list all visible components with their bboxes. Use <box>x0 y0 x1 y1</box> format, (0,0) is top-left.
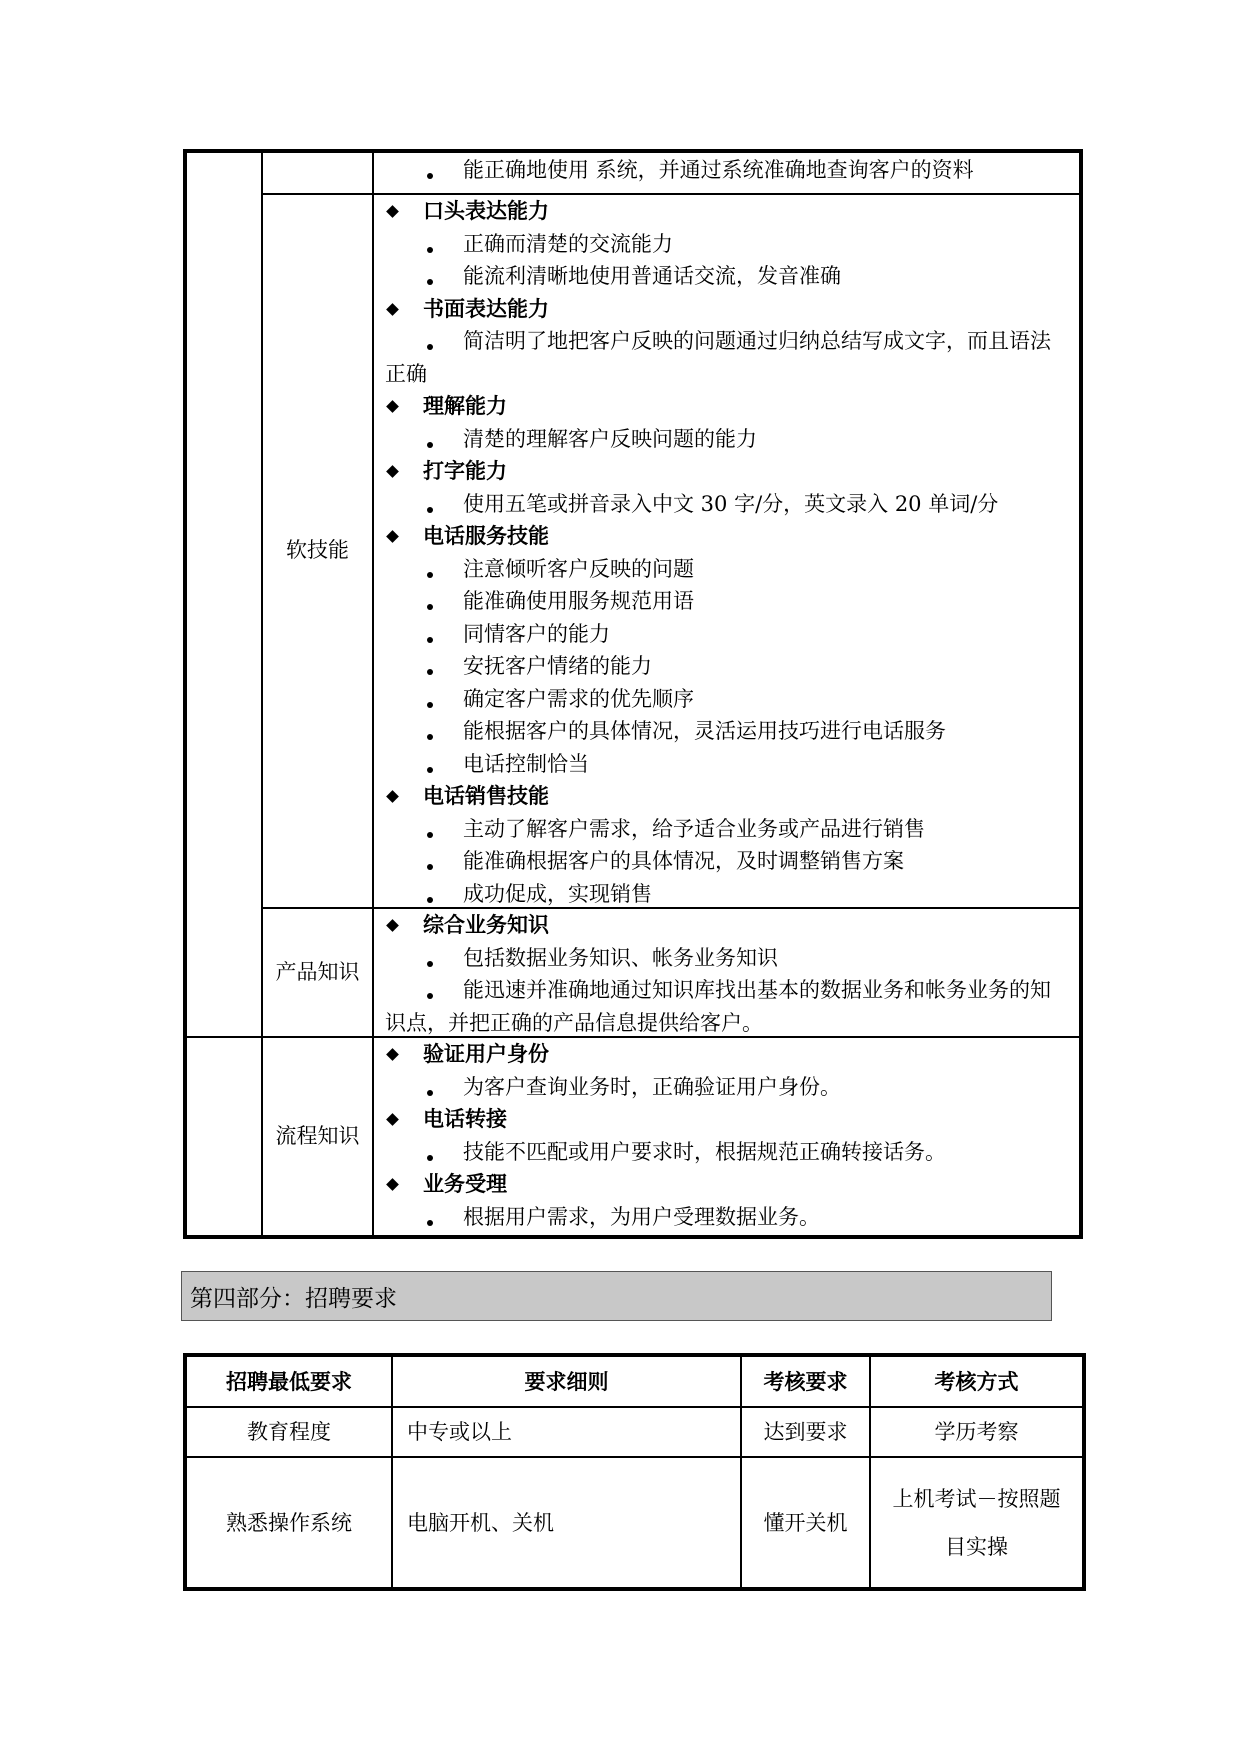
list-item: 能正确地使用 系统，并通过系统准确地查询客户的资料 <box>385 154 974 187</box>
section-title: 第四部分：招聘要求 <box>181 1271 1052 1321</box>
list-item: 成功促成，实现销售 <box>385 878 1051 911</box>
skill-heading: 打字能力 <box>385 455 1051 488</box>
list-item: 能根据客户的具体情况，灵活运用技巧进行电话服务 <box>385 715 1051 748</box>
top-row-content <box>385 154 974 187</box>
product-knowledge-content <box>385 909 1051 1039</box>
list-item: 清楚的理解客户反映问题的能力 <box>385 423 1051 456</box>
table-divider <box>372 149 374 1239</box>
cell-line: 目实操 <box>945 1534 1008 1559</box>
skill-heading: 综合业务知识 <box>385 909 1051 942</box>
column-header: 招聘最低要求 <box>226 1369 352 1394</box>
list-item: 简洁明了地把客户反映的问题通过归纳总结写成文字，而且语法 <box>385 325 1051 358</box>
column-header: 要求细则 <box>524 1369 609 1394</box>
column-header: 考核要求 <box>763 1369 848 1394</box>
list-item: 同情客户的能力 <box>385 618 1051 651</box>
list-item: 能准确使用服务规范用语 <box>385 585 1051 618</box>
product-knowledge-label: 产品知识 <box>275 959 360 984</box>
list-item: 安抚客户情绪的能力 <box>385 650 1051 683</box>
skill-heading: 业务受理 <box>385 1168 946 1201</box>
table-cell <box>871 1458 1082 1587</box>
cell-line: 上机考试－按照题 <box>892 1486 1061 1511</box>
skill-heading: 书面表达能力 <box>385 293 1051 326</box>
list-item: 能流利清晰地使用普通话交流，发音准确 <box>385 260 1051 293</box>
process-knowledge-content <box>385 1038 946 1233</box>
skill-heading: 理解能力 <box>385 390 1051 423</box>
soft-skills-label: 软技能 <box>286 538 349 563</box>
list-item: 技能不匹配或用户要求时，根据规范正确转接话务。 <box>385 1136 946 1169</box>
list-item: 注意倾听客户反映的问题 <box>385 553 1051 586</box>
table-cell: 熟悉操作系统 <box>226 1510 352 1535</box>
list-item: 主动了解客户需求，给予适合业务或产品进行销售 <box>385 813 1051 846</box>
list-item: 确定客户需求的优先顺序 <box>385 683 1051 716</box>
list-item-continued: 识点，并把正确的产品信息提供给客户。 <box>385 1010 763 1035</box>
table-cell: 电脑开机、关机 <box>407 1510 554 1535</box>
table-cell: 达到要求 <box>763 1420 848 1444</box>
table-border-bottom <box>183 1587 1086 1591</box>
list-item: 包括数据业务知识、帐务业务知识 <box>385 942 1051 975</box>
table-border-right <box>1079 149 1083 1239</box>
list-item: 使用五笔或拼音录入中文 30 字/分，英文录入 20 单词/分 <box>385 488 1051 521</box>
table-cell: 懂开关机 <box>763 1510 848 1535</box>
table-cell: 学历考察 <box>934 1420 1019 1444</box>
skill-heading: 电话转接 <box>385 1103 946 1136</box>
list-item: 能迅速并准确地通过知识库找出基本的数据业务和帐务业务的知 <box>385 974 1051 1007</box>
skill-heading: 口头表达能力 <box>385 195 1051 228</box>
list-item: 电话控制恰当 <box>385 748 1051 781</box>
list-item-continued: 正确 <box>385 361 427 386</box>
skill-heading: 电话销售技能 <box>385 780 1051 813</box>
skill-heading: 验证用户身份 <box>385 1038 946 1071</box>
list-item: 为客户查询业务时，正确验证用户身份。 <box>385 1071 946 1104</box>
table-border-right <box>1082 1353 1086 1591</box>
soft-skills-content <box>385 195 1051 910</box>
skill-heading: 电话服务技能 <box>385 520 1051 553</box>
table-cell: 中专或以上 <box>407 1420 512 1444</box>
table-border-bottom <box>183 1235 1083 1239</box>
table-border-left <box>183 149 187 1239</box>
process-knowledge-label: 流程知识 <box>275 1123 360 1148</box>
table-border-top <box>183 149 1083 153</box>
list-item: 能准确根据客户的具体情况，及时调整销售方案 <box>385 845 1051 878</box>
list-item: 根据用户需求，为用户受理数据业务。 <box>385 1201 946 1234</box>
list-item: 正确而清楚的交流能力 <box>385 228 1051 261</box>
table-cell: 教育程度 <box>247 1420 331 1444</box>
column-header: 考核方式 <box>934 1369 1019 1394</box>
